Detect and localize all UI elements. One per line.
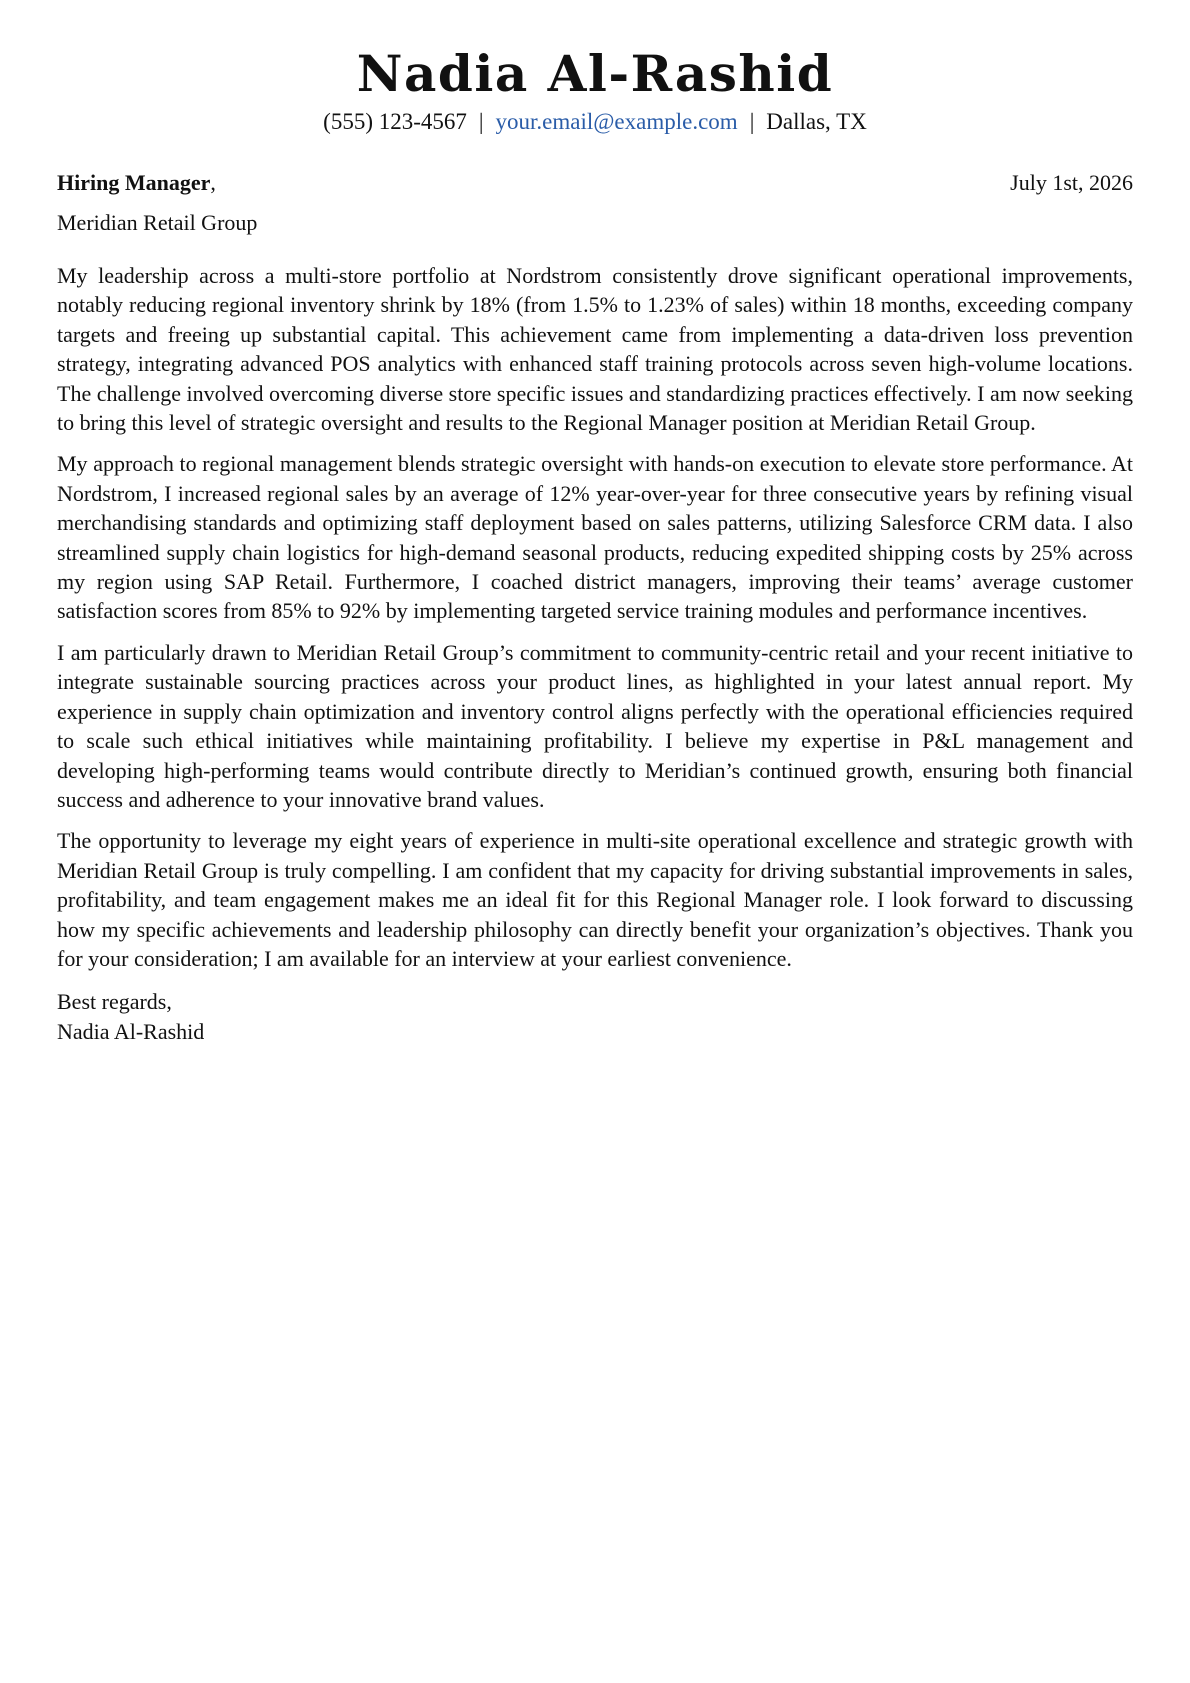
contact-separator: |	[478, 109, 484, 134]
body-paragraph: My leadership across a multi-store portfolio at Nordstrom consistently drove significant operational improvements, notably reducing regional inventory shrink by 18% (from 1.5% to 1.23% of sales) within 18 months, exceeding company targets and freeing up substantial capital. This achievement came from implementing a data-driven loss prevention strategy, integrating advanced POS analytics with enhanced staff training protocols across seven high-volume locations. The challenge involved overcoming diverse store specific issues and standardizing practices effectively. I am now seeking to bring this level of strategic oversight and results to the Regional Manager position at Meridian Retail Group.	[57, 263, 1133, 436]
recipient-name: Hiring Manager	[57, 170, 211, 195]
letter-closing	[57, 987, 1133, 1046]
contact-line	[57, 108, 1133, 136]
email-link[interactable]: your.email@example.com	[495, 109, 738, 134]
recipient-comma: ,	[210, 170, 216, 195]
letter-body	[57, 261, 1133, 973]
applicant-name: Nadia Al-Rashid	[356, 44, 834, 103]
body-paragraph: I am particularly drawn to Meridian Retail Group’s commitment to community-centric retail and your recent initiative to integrate sustainable sourcing practices across your product lines, as highlighted in your latest annual report. My experience in supply chain optimization and inventory control aligns perfectly with the operational efficiencies required to scale such ethical initiatives while maintaining profitability. I believe my expertise in P&L management and developing high-performing teams would contribute directly to Meridian’s continued growth, ensuring both financial success and adherence to your innovative brand values.	[57, 639, 1133, 812]
closing-phrase: Best regards,	[57, 989, 172, 1015]
signature-name: Nadia Al-Rashid	[57, 1018, 205, 1044]
phone-number: (555) 123-4567	[323, 109, 467, 134]
salutation-row	[57, 169, 1133, 197]
contact-separator: |	[749, 109, 755, 134]
company-name: Meridian Retail Group	[57, 210, 258, 235]
location: Dallas, TX	[766, 109, 867, 134]
body-paragraph: The opportunity to leverage my eight years of experience in multi-site operational excellence and strategic growth with Meridian Retail Group is truly compelling. I am confident that my capacity for driving substantial improvements in sales, profitability, and team engagement makes me an ideal fit for this Regional Manager role. I look forward to discussing how my specific achievements and leadership philosophy can directly benefit your organization’s objectives. Thank you for your consideration; I am available for an interview at your earliest convenience.	[57, 828, 1133, 971]
letter-date: July 1st, 2026	[1010, 170, 1133, 195]
recipient	[57, 169, 216, 197]
body-paragraph: My approach to regional management blends strategic oversight with hands-on execution to elevate store performance. At Nordstrom, I increased regional sales by an average of 12% year-over-year for three consecutive years by refining visual merchandising standards and optimizing staff deployment based on sales patterns, utilizing Salesforce CRM data. I also streamlined supply chain logistics for high-demand seasonal products, reducing expedited shipping costs by 25% across my region using SAP Retail. Furthermore, I coached district managers, improving their teams’ average customer satisfaction scores from 85% to 92% by implementing targeted service training modules and performance incentives.	[57, 451, 1133, 624]
